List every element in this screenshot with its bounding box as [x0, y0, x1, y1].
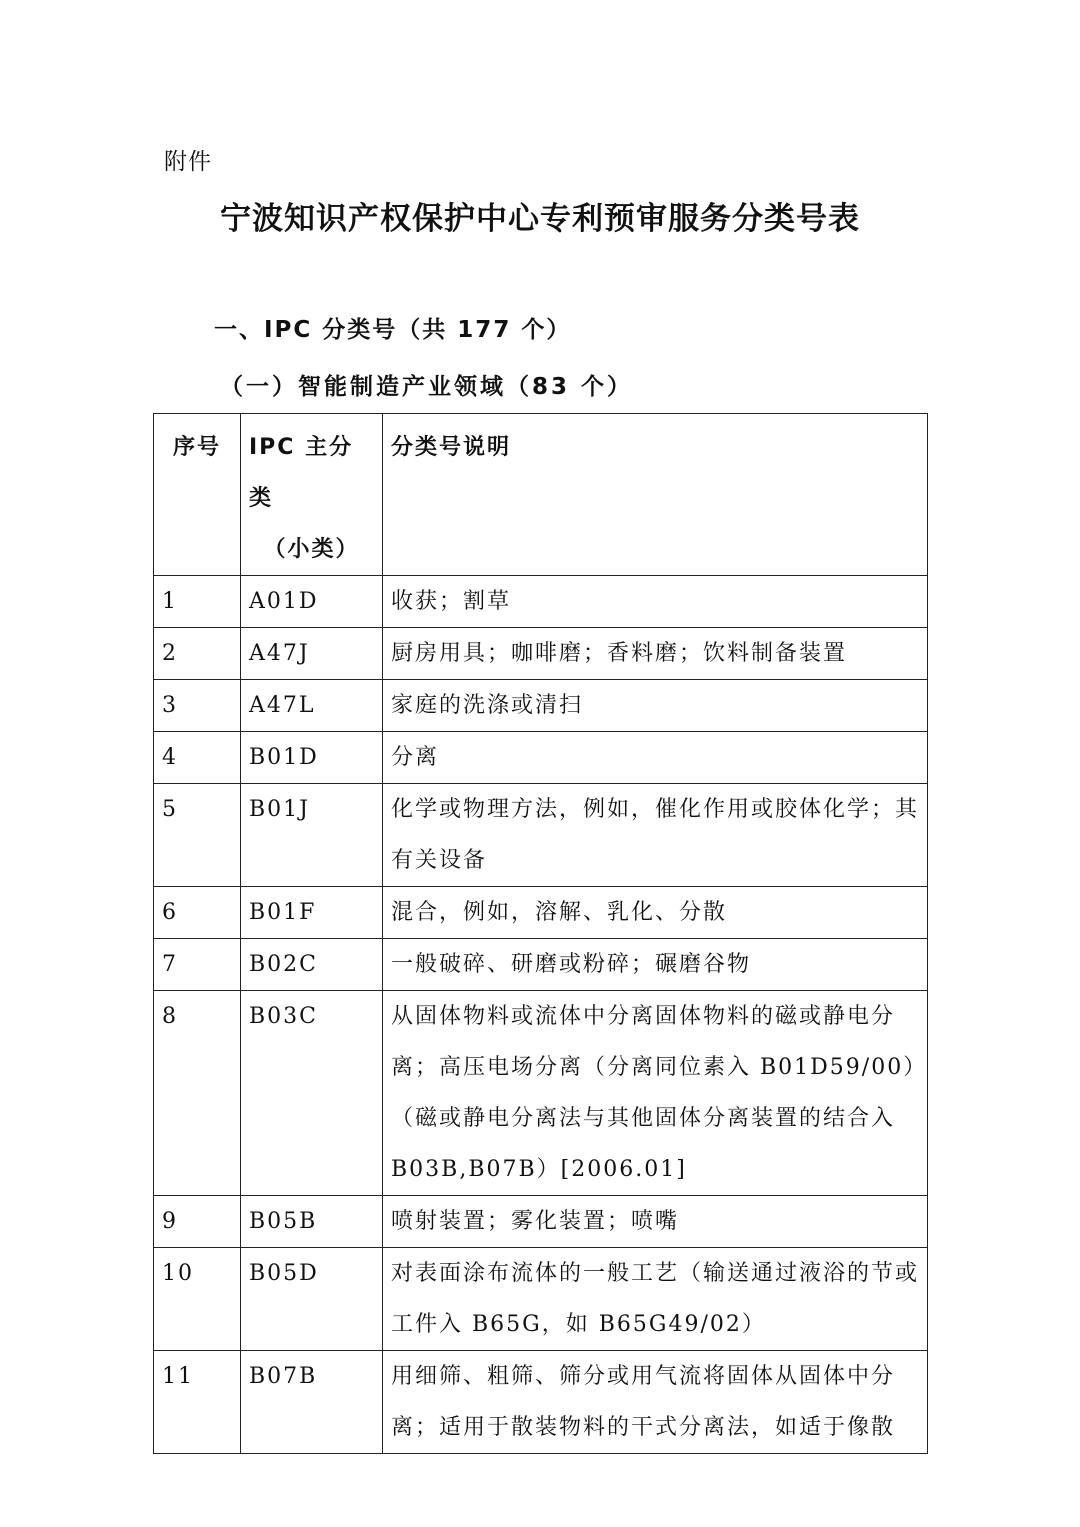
row-code: B01J [241, 784, 383, 887]
row-description: 喷射装置；雾化装置；喷嘴 [383, 1196, 928, 1248]
table-row [154, 628, 928, 680]
attachment-label: 附件 [164, 149, 212, 175]
table-row [154, 1196, 928, 1248]
sub-heading: （一）智能制造产业领域（83 个） [220, 374, 634, 400]
row-description: 用细筛、粗筛、筛分或用气流将固体从固体中分离；适用于散装物料的干式分离法，如适于像散 [383, 1351, 928, 1454]
row-code: B05D [241, 1248, 383, 1351]
table-row [154, 576, 928, 628]
row-description: 厨房用具；咖啡磨；香料磨；饮料制备装置 [383, 628, 928, 680]
row-seq: 1 [154, 576, 241, 628]
row-code: A47L [241, 680, 383, 732]
table-header-row [154, 414, 928, 576]
section-heading: 一、IPC 分类号（共 177 个） [214, 317, 572, 343]
ipc-classification-table [153, 413, 928, 1454]
row-seq: 2 [154, 628, 241, 680]
row-seq: 4 [154, 732, 241, 784]
row-code: B01F [241, 887, 383, 939]
table-row [154, 1351, 928, 1454]
row-description: 分离 [383, 732, 928, 784]
row-seq: 10 [154, 1248, 241, 1351]
row-seq: 7 [154, 939, 241, 991]
row-description: 一般破碎、研磨或粉碎；碾磨谷物 [383, 939, 928, 991]
row-seq: 6 [154, 887, 241, 939]
table-row [154, 939, 928, 991]
row-description: 从固体物料或流体中分离固体物料的磁或静电分离；高压电场分离（分离同位素入 B01D59/00）（磁或静电分离法与其他固体分离装置的结合入 B03B,B07B）[2006.01] [383, 991, 928, 1196]
row-seq: 11 [154, 1351, 241, 1454]
table-row [154, 680, 928, 732]
row-code: B03C [241, 991, 383, 1196]
row-description: 对表面涂布流体的一般工艺（输送通过液浴的节或工件入 B65G，如 B65G49/02） [383, 1248, 928, 1351]
row-description: 混合，例如，溶解、乳化、分散 [383, 887, 928, 939]
table-row [154, 887, 928, 939]
table-row [154, 991, 928, 1196]
document-title: 宁波知识产权保护中心专利预审服务分类号表 [220, 201, 860, 237]
header-seq: 序号 [154, 414, 241, 576]
row-description: 化学或物理方法，例如，催化作用或胶体化学；其有关设备 [383, 784, 928, 887]
row-description: 收获；割草 [383, 576, 928, 628]
row-seq: 5 [154, 784, 241, 887]
row-code: A47J [241, 628, 383, 680]
header-ipc-line2: （小类） [263, 537, 360, 562]
table-row [154, 1248, 928, 1351]
row-code: B05B [241, 1196, 383, 1248]
row-code: B01D [241, 732, 383, 784]
row-description: 家庭的洗涤或清扫 [383, 680, 928, 732]
row-code: B07B [241, 1351, 383, 1454]
row-code: A01D [241, 576, 383, 628]
header-ipc [241, 414, 383, 576]
row-seq: 9 [154, 1196, 241, 1248]
header-ipc-line1: IPC 主分类 [249, 435, 354, 511]
table-row [154, 784, 928, 887]
row-seq: 3 [154, 680, 241, 732]
header-description: 分类号说明 [383, 414, 928, 576]
row-seq: 8 [154, 991, 241, 1196]
row-code: B02C [241, 939, 383, 991]
table-row [154, 732, 928, 784]
